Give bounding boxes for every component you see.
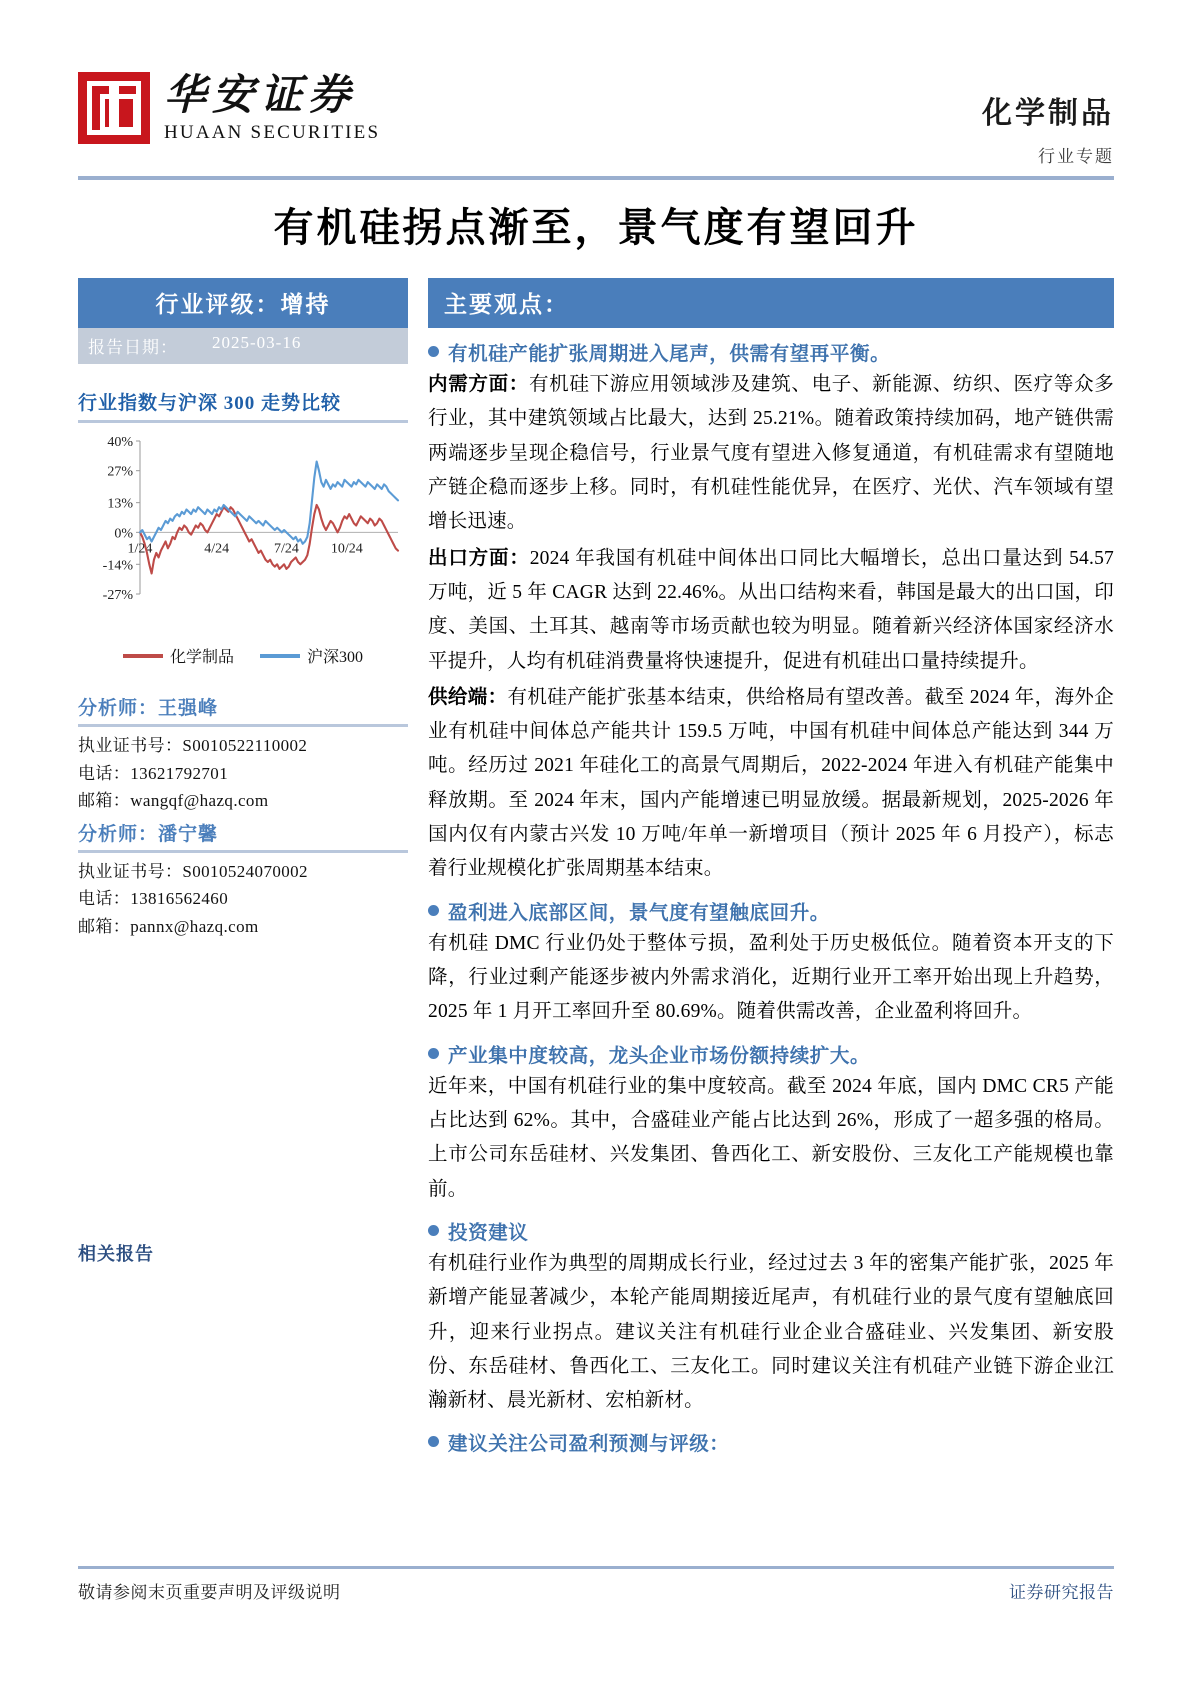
bullet-heading-text: 产业集中度较高，龙头企业市场份额持续扩大。 (448, 1045, 871, 1067)
svg-text:4/24: 4/24 (204, 541, 230, 557)
main-points-heading: 主要观点： (428, 278, 1114, 328)
svg-text:13%: 13% (107, 496, 133, 512)
bullet-heading-text: 建议关注公司盈利预测与评级： (448, 1434, 730, 1456)
chart-title: 行业指数与沪深 300 走势比较 (78, 393, 342, 414)
bullet-heading-4 (428, 1428, 1114, 1456)
bullet-heading-0 (428, 338, 1114, 366)
page-header (78, 60, 1114, 170)
paragraph-lead: 出口方面： (428, 547, 530, 569)
paragraph-lead: 内需方面： (428, 374, 529, 395)
bullet-dot-icon (428, 1436, 439, 1447)
performance-chart-svg (78, 427, 408, 642)
analyst-name-1: 分析师：潘宁馨 (78, 823, 219, 845)
page-footer (78, 1578, 1114, 1603)
analyst-email-1[interactable]: 邮箱：pannx@hazq.com (78, 916, 259, 936)
report-date-row (78, 328, 408, 364)
analyst-phone-1: 电话：13816562460 (78, 889, 229, 909)
bullet-heading-1 (428, 897, 1114, 925)
paragraph-lead: 供给端： (428, 686, 508, 708)
logo-chinese-name: 华安证券 (164, 72, 357, 119)
sidebar (78, 278, 408, 1266)
sector-subtitle: 行业专题 (1038, 147, 1114, 166)
logo-text (164, 72, 381, 143)
header-divider (78, 176, 1114, 180)
chart-legend (78, 644, 408, 667)
analyst-block-0 (78, 693, 408, 815)
main-points-sections (428, 338, 1114, 1456)
analyst-cert-1: 执业证书号：S0010524070002 (78, 861, 308, 881)
bullet-heading-text: 投资建议 (448, 1222, 529, 1244)
bullet-dot-icon (428, 1048, 439, 1059)
chart-title-divider (78, 420, 408, 423)
analyst-divider (78, 724, 408, 727)
svg-text:1/24: 1/24 (127, 541, 153, 557)
paragraph-3-0: 有机硅行业作为典型的周期成长行业，经过过去 3 年的密集产能扩张，2025 年新增产能显著减少，本轮产能周期接近尾声，有机硅行业的景气度有望触底回升，迎来行业拐点。建议关注有机硅行业企业合盛硅业、兴发集团、新安股份、东岳硅材、鲁西化工、三友化工。同时建议关注有机硅产业链下游企业江瀚新材、晨光新材、宏柏新材。 (428, 1252, 1114, 1412)
bullet-dot-icon (428, 905, 439, 916)
logo-english-name: HUAAN SECURITIES (164, 121, 381, 143)
paragraph-2-0: 近年来，中国有机硅行业的集中度较高。截至 2024 年底，国内 DMC CR5 产能占比达到 62%。其中，合盛硅业产能占比达到 26%，形成了一超多强的格局。上市公司东岳硅材、兴发集团、鲁西化工、新安股份、三友化工产能规模也靠前。 (428, 1075, 1114, 1200)
paragraph-0-2: 供给端：有机硅产能扩张基本结束，供给格局有望改善。截至 2024 年，海外企业有机硅中间体总产能共计 159.5 万吨，中国有机硅中间体总产能达到 344 万吨。经历过 2021 年硅化工的高景气周期后，2022-2024 年进入有机硅产能集中释放期。至 2024 年末，国内产能增速已明显放缓。据最新规划，2025-2026 年国内仅有内蒙古兴发 10 万吨/年单一新增项目（预计 2025 年 6 月投产），标志着行业规模化扩张周期基本结束。 (428, 686, 1114, 880)
legend-swatch-icon (260, 654, 300, 658)
legend-item-1 (260, 644, 363, 667)
huaan-logo-mark-icon (78, 72, 150, 144)
analyst-divider (78, 850, 408, 853)
page-title: 有机硅拐点渐至，景气度有望回升 (273, 205, 919, 250)
paragraph-0-0: 内需方面：有机硅下游应用领域涉及建筑、电子、新能源、纺织、医疗等众多行业，其中建筑领域占比最大，达到 25.21%。随着政策持续加码，地产链供需两端逐步呈现企稳信号，行业景气度有望进入修复通道，有机硅需求有望随地产链企稳而逐步上移。同时，有机硅性能优异，在医疗、光伏、汽车领域有望增长迅速。 (428, 374, 1114, 533)
legend-label-1: 沪深300 (307, 649, 364, 666)
industry-rating-badge: 行业评级：增持 (78, 278, 408, 328)
bullet-heading-text: 盈利进入底部区间，景气度有望触底回升。 (448, 902, 830, 924)
footer-disclaimer: 敬请参阅末页重要声明及评级说明 (78, 1583, 341, 1602)
performance-chart (78, 427, 408, 642)
analyst-email-0[interactable]: 邮箱：wangqf@hazq.com (78, 791, 269, 811)
report-date-label: 报告日期： (88, 338, 178, 357)
svg-text:-14%: -14% (102, 558, 133, 574)
analyst-block-1 (78, 819, 408, 941)
analyst-name-0: 分析师：王强峰 (78, 698, 219, 719)
legend-label-0: 化学制品 (169, 649, 234, 666)
main-content (428, 278, 1114, 1456)
bullet-dot-icon (428, 1225, 439, 1236)
svg-text:7/24: 7/24 (273, 541, 299, 557)
svg-text:0%: 0% (114, 526, 133, 542)
svg-text:27%: 27% (107, 464, 133, 480)
legend-item-0 (123, 644, 234, 667)
svg-text:10/24: 10/24 (330, 541, 363, 557)
paragraph-1-0: 有机硅 DMC 行业仍处于整体亏损，盈利处于历史极低位。随着资本开支的下降，行业过剩产能逐步被内外需求消化，近期行业开工率开始出现上升趋势，2025 年 1 月开工率回升至 80.69%。随着供需改善，企业盈利将回升。 (428, 932, 1114, 1023)
company-logo (78, 72, 380, 144)
paragraph-0-1: 出口方面：2024 年我国有机硅中间体出口同比大幅增长，总出口量达到 54.57 万吨，近 5 年 CAGR 达到 22.46%。从出口结构来看，韩国是最大的出口国，印度、美国、土耳其、越南等市场贡献也较为明显。随着新兴经济体国家经济水平提升，人均有机硅消费量将快速提升，促进有机硅出口量持续提升。 (428, 547, 1114, 672)
sector-header (982, 88, 1114, 167)
analyst-phone-0: 电话：13621792701 (78, 763, 229, 783)
footer-divider (78, 1566, 1114, 1569)
footer-doc-type: 证券研究报告 (1009, 1583, 1114, 1602)
bullet-heading-text: 有机硅产能扩张周期进入尾声，供需有望再平衡。 (448, 344, 891, 365)
bullet-heading-3 (428, 1217, 1114, 1245)
report-date-value: 2025-03-16 (212, 333, 302, 352)
related-reports-title: 相关报告 (78, 1244, 154, 1265)
bullet-dot-icon (428, 346, 439, 357)
svg-text:40%: 40% (107, 435, 133, 450)
sector-name: 化学制品 (982, 97, 1114, 130)
legend-swatch-icon (123, 654, 163, 658)
svg-text:-27%: -27% (102, 588, 133, 603)
bullet-heading-2 (428, 1040, 1114, 1068)
analyst-cert-0: 执业证书号：S0010522110002 (78, 736, 308, 755)
